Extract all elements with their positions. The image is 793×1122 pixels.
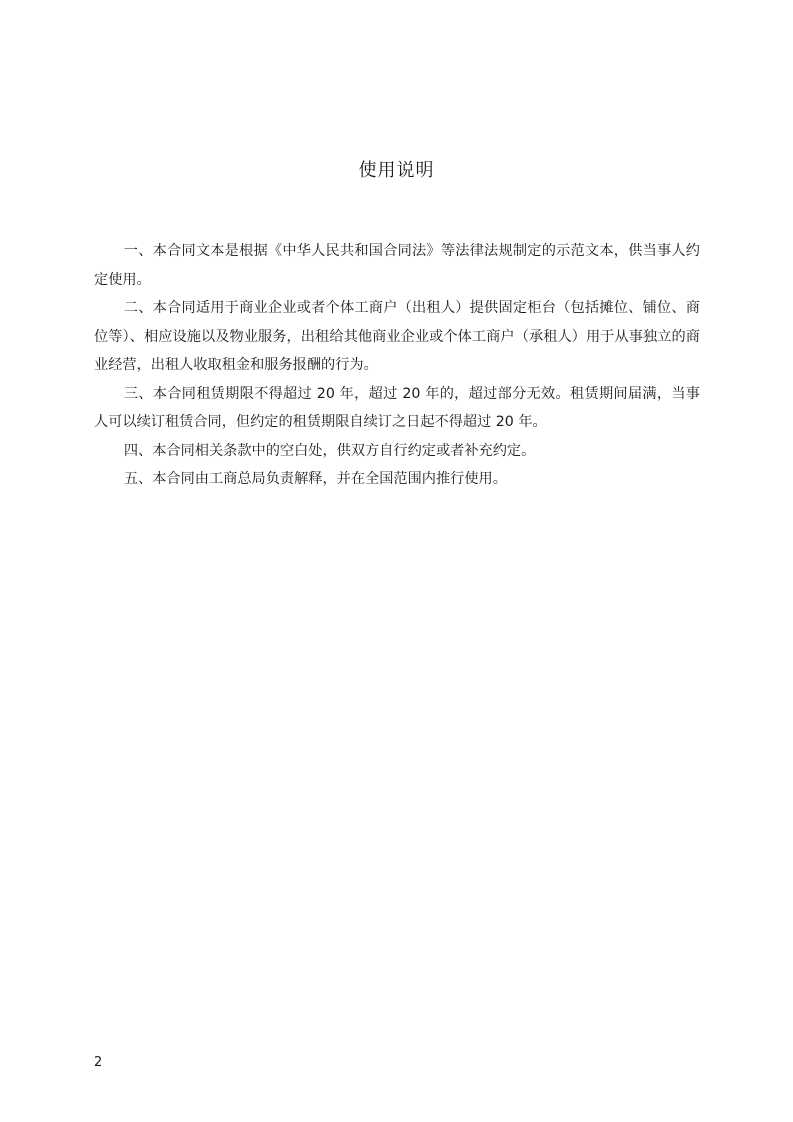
- paragraph-1: 一、本合同文本是根据《中华人民共和国合同法》等法律法规制定的示范文本，供当事人约定使用。: [94, 243, 700, 288]
- paragraph-2: 二、本合同适用于商业企业或者个体工商户（出租人）提供固定柜台（包括摊位、铺位、商位等）、相应设施以及物业服务，出租给其他商业企业或个体工商户（承租人）用于从事独立的商业经营，出租人收取租金和服务报酬的行为。: [94, 300, 700, 373]
- paragraph-4: 四、本合同相关条款中的空白处，供双方自行约定或者补充约定。: [123, 442, 536, 459]
- document-body: [94, 237, 700, 494]
- page-title: 使用说明: [358, 160, 435, 181]
- paragraph-5: 五、本合同由工商总局负责解释，并在全国范围内推行使用。: [123, 471, 507, 487]
- paragraph-3: 三、本合同租赁期限不得超过 20 年，超过 20 年的，超过部分无效。租赁期间届满，当事人可以续订租赁合同，但约定的租赁期限自续订之日起不得超过 20 年。: [94, 385, 700, 430]
- page-number: 2: [94, 1055, 103, 1070]
